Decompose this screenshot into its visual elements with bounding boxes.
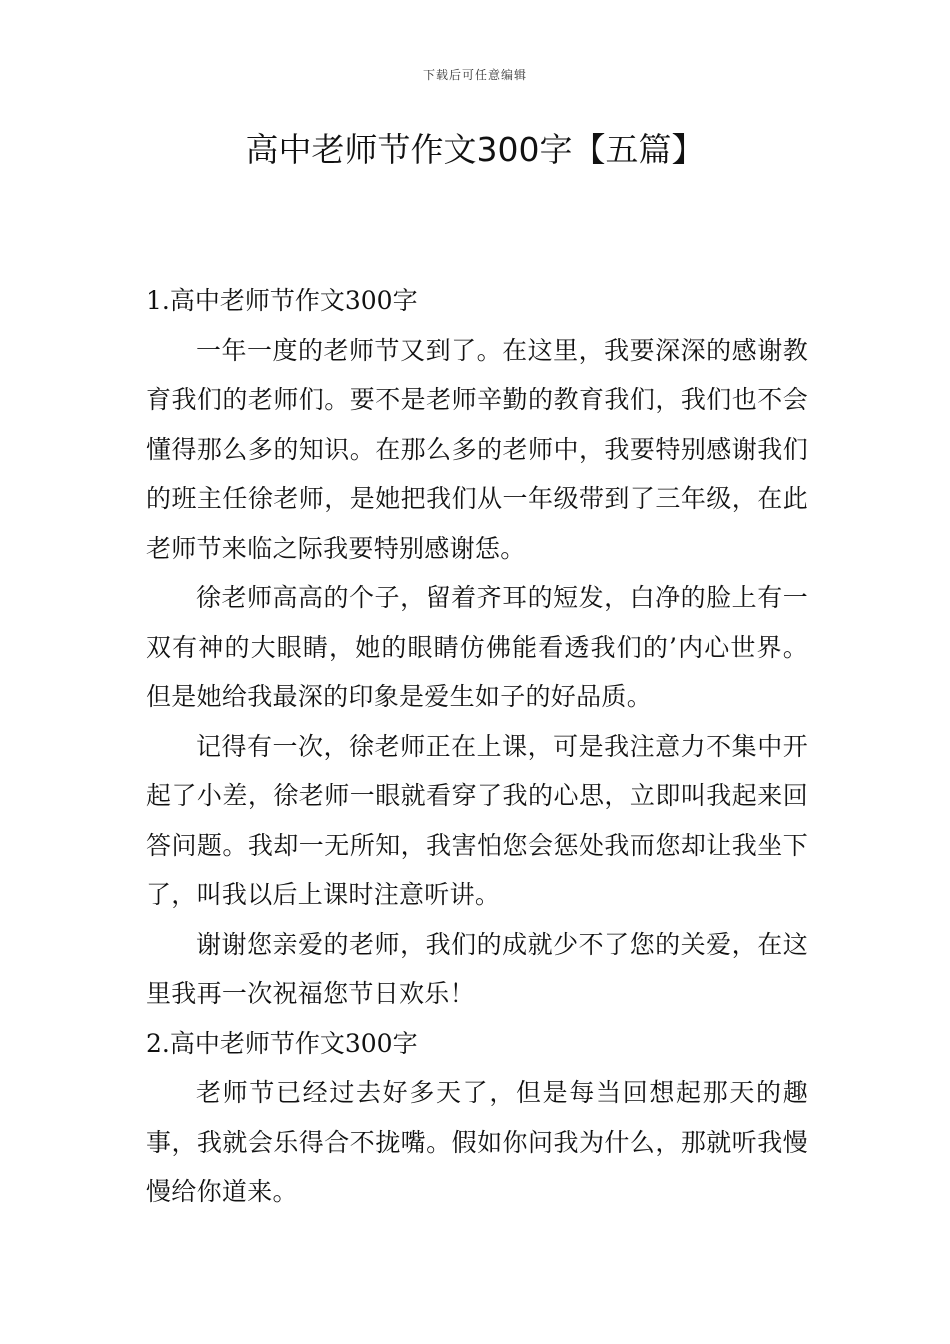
paragraph: 一年一度的老师节又到了。在这里，我要深深的感谢教育我们的老师们。要不是老师辛勤的教育我们，我们也不会懂得那么多的知识。在那么多的老师中，我要特别感谢我们的班主任徐老师，是她把我们从一年级带到了三年级，在此老师节来临之际我要特别感谢恁。 — [146, 335, 808, 563]
paragraph: 徐老师高高的个子，留着齐耳的短发，白净的脸上有一双有神的大眼睛，她的眼睛仿佛能看透我们的’内心世界。但是她给我最深的印象是爱生如子的好品质。 — [146, 583, 808, 711]
document-title: 高中老师节作文300字【五篇】 — [245, 130, 705, 169]
header-note: 下载后可任意编辑 — [422, 68, 527, 82]
section-heading-1: 1.高中老师节作文300字 — [146, 286, 418, 315]
paragraph: 老师节已经过去好多天了，但是每当回想起那天的趣事，我就会乐得合不拢嘴。假如你问我为什么，那就听我慢慢给你道来。 — [146, 1078, 808, 1206]
paragraph: 谢谢您亲爱的老师，我们的成就少不了您的关爱，在这里我再一次祝福您节日欢乐！ — [146, 929, 808, 1008]
paragraph: 记得有一次，徐老师正在上课，可是我注意力不集中开起了小差，徐老师一眼就看穿了我的心思，立即叫我起来回答问题。我却一无所知，我害怕您会惩处我而您却让我坐下了，叫我以后上课时注意听讲。 — [146, 731, 808, 909]
document-body — [146, 276, 808, 1217]
section-heading-2: 2.高中老师节作文300字 — [146, 1028, 418, 1058]
